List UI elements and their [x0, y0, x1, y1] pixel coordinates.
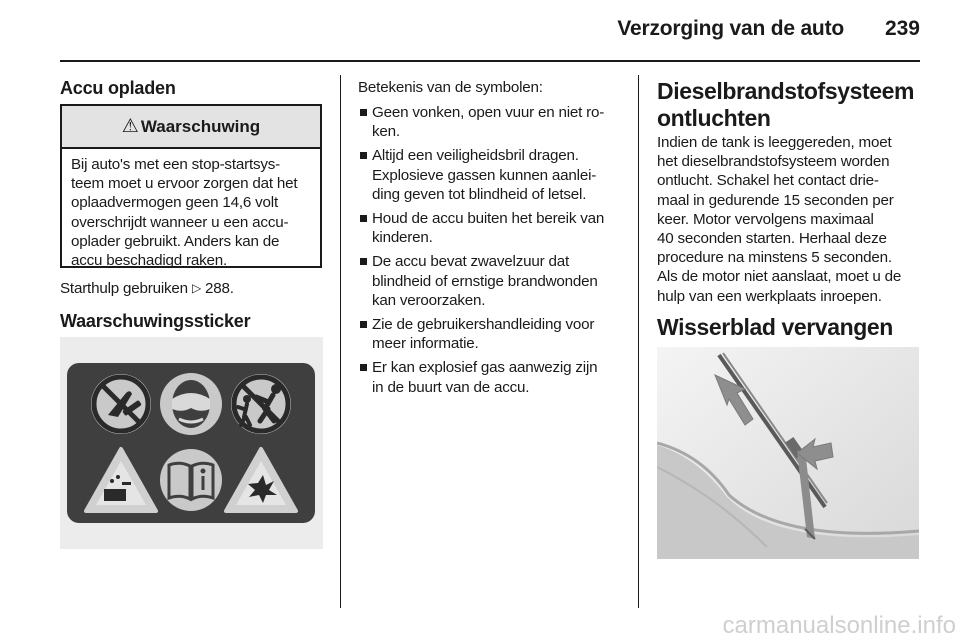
list-item	[358, 358, 626, 396]
list-item	[358, 103, 626, 141]
warning-sticker-svg	[60, 337, 323, 549]
wiper-illustration-svg	[657, 347, 919, 559]
list-item-line: De accu bevat zwavelzuur dat	[372, 253, 570, 271]
paragraph-line: 40 seconden starten. Herhaal deze	[657, 230, 887, 248]
list-item	[358, 315, 626, 353]
keep-children-away-icon	[231, 374, 291, 434]
list-item-line: Zie de gebruikershandleiding voor	[372, 316, 595, 334]
page-number: 239	[884, 17, 920, 40]
paragraph-line: Indien de tank is leeggereden, moet	[657, 134, 892, 151]
heading-line: Dieselbrandstofsysteem	[657, 78, 915, 104]
column-divider-2	[638, 75, 639, 608]
warning-sticker-image	[60, 337, 323, 549]
list-item-line: ding geven tot blindheid of letsel.	[372, 185, 587, 203]
symbol-meaning-list	[358, 103, 626, 402]
diesel-paragraph	[657, 133, 927, 306]
section-heading-accu-opladen: Accu opladen	[60, 78, 176, 98]
warning-line: accu beschadigd raken.	[71, 252, 228, 270]
warning-triangle-icon: ⚠	[121, 116, 139, 137]
list-item-line: blindheid of ernstige brandwonden	[372, 272, 598, 290]
paragraph-line: procedure na minstens 5 seconden.	[657, 249, 892, 267]
list-item-line: Explosieve gassen kunnen aanlei-	[372, 166, 597, 184]
read-manual-icon	[160, 449, 222, 511]
warning-line: teem moet u ervoor zorgen dat het	[71, 175, 298, 193]
warning-line: oplader gebruikt. Anders kan de	[71, 232, 280, 250]
list-item-line: kinderen.	[372, 229, 433, 247]
footer-watermark: carmanualsonline.info	[722, 612, 956, 639]
section-heading-diesel	[657, 78, 914, 132]
running-header-title: Verzorging van de auto	[617, 17, 844, 40]
warning-line: Bij auto's met een stop-startsys-	[71, 156, 281, 173]
section-heading-wisserblad: Wisserblad vervangen	[657, 314, 893, 340]
column-divider-1	[340, 75, 341, 608]
list-item-line: Er kan explosief gas aanwezig zijn	[372, 359, 598, 377]
warning-title: Waarschuwing	[140, 116, 261, 136]
list-item	[358, 252, 626, 310]
warning-line: overschrijdt wanneer u een accu-	[71, 213, 289, 231]
paragraph-line: ontlucht. Schakel het contact drie-	[657, 172, 879, 190]
jump-start-page-link[interactable]: 288.	[205, 280, 234, 297]
list-item	[358, 146, 626, 204]
warning-box	[60, 104, 322, 268]
paragraph-line: maal in gedurende 15 seconden per	[657, 191, 894, 209]
paragraph-line: Als de motor niet aanslaat, moet u de	[657, 268, 902, 286]
list-item-line: ken.	[372, 123, 400, 141]
list-item-line: Houd de accu buiten het bereik van	[372, 210, 605, 228]
paragraph-line: het dieselbrandstofsysteem worden	[657, 153, 890, 171]
list-item-line: Altijd een veiligheidsbril dragen.	[372, 147, 579, 165]
warning-line: oplaadvermogen geen 14,6 volt	[71, 194, 278, 212]
paragraph-line: keer. Motor vervolgens maximaal	[657, 210, 874, 228]
list-item	[358, 209, 626, 247]
no-fire-no-smoking-icon	[91, 374, 151, 434]
symbols-intro: Betekenis van de symbolen:	[358, 79, 543, 96]
paragraph-line: hulp van een werkplaats inroepen.	[657, 287, 882, 305]
warning-text	[62, 149, 320, 270]
warning-header	[62, 106, 320, 149]
list-item-line: kan veroorzaken.	[372, 291, 486, 309]
list-item-line: meer informatie.	[372, 335, 479, 353]
wiper-blade-replacement-illustration	[657, 347, 919, 559]
list-item-line: Geen vonken, open vuur en niet ro-	[372, 104, 605, 121]
jump-start-reference	[60, 279, 234, 298]
section-heading-waarschuwingssticker: Waarschuwingssticker	[60, 311, 251, 331]
heading-line: ontluchten	[657, 105, 771, 131]
header-rule	[60, 60, 920, 62]
safety-goggles-icon	[160, 373, 222, 435]
list-item-line: in de buurt van de accu.	[372, 378, 530, 396]
page-reference-arrow-icon: ▷	[191, 281, 201, 295]
jump-start-text: Starthulp gebruiken	[60, 280, 188, 297]
